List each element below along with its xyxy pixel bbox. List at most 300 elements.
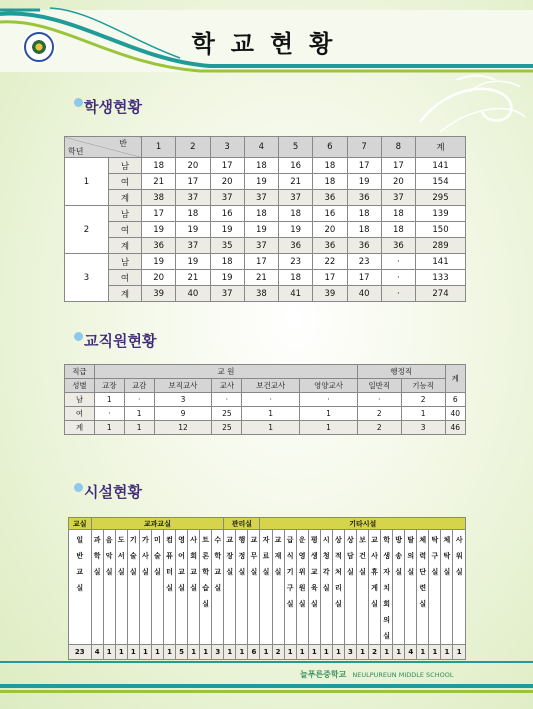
- table-cell: 154: [416, 174, 466, 190]
- table-cell: 18: [176, 206, 210, 222]
- facility-name-char: 퓨: [166, 552, 173, 560]
- facility-name-char: 치: [383, 584, 390, 592]
- facility-name-char: 원: [298, 584, 306, 592]
- facility-name-char: 과: [93, 536, 101, 544]
- facility-name-char: 교: [274, 536, 282, 544]
- table-cell: 22: [313, 254, 347, 270]
- facility-name-char: 실: [334, 600, 342, 608]
- facility-name-char: 사: [190, 536, 197, 544]
- table-cell: 36: [381, 238, 415, 254]
- facility-name-char: 실: [226, 568, 234, 576]
- facility-name-char: 실: [443, 568, 451, 576]
- column-header: 7: [347, 137, 381, 158]
- admin-group-header: 행정직: [357, 365, 445, 379]
- facility-count-cell: 1: [163, 645, 175, 660]
- table-cell: 3: [154, 393, 212, 407]
- group-header: 관리실: [224, 518, 260, 530]
- group-header: 교실: [69, 518, 92, 530]
- facility-name-cell: [127, 530, 139, 645]
- gender-label: 계: [109, 286, 142, 302]
- facility-name-char: 행: [238, 536, 246, 544]
- gender-header: 성별: [65, 379, 95, 393]
- school-name-en: NEULPUREUN MIDDLE SCHOOL: [352, 671, 454, 679]
- facility-name-char: 체: [443, 536, 451, 544]
- facility-count-cell: 1: [356, 645, 368, 660]
- facility-name-cell: [369, 530, 381, 645]
- facility-name-char: 회: [383, 600, 390, 608]
- column-header: 교장: [94, 379, 124, 393]
- column-header: 교감: [124, 379, 154, 393]
- facility-count-cell: 1: [320, 645, 332, 660]
- facility-name-char: 워: [455, 552, 463, 560]
- table-row: [65, 174, 466, 190]
- facility-count-cell: 1: [103, 645, 115, 660]
- facility-name-cell: [248, 530, 260, 645]
- facility-name-char: 자: [383, 568, 390, 576]
- gender-label: 계: [109, 238, 142, 254]
- table-cell: 274: [416, 286, 466, 302]
- facility-count-cell: 1: [236, 645, 248, 660]
- corner-label-grade: 학년: [68, 147, 84, 156]
- facility-name-char: 탁: [431, 536, 439, 544]
- gender-label: 여: [109, 174, 142, 190]
- table-cell: 16: [279, 158, 313, 174]
- table-cell: ·: [300, 393, 358, 407]
- facility-name-char: 교: [310, 568, 318, 576]
- table-cell: 17: [244, 254, 278, 270]
- facility-name-char: 습: [202, 584, 210, 592]
- grade-label: 2: [65, 206, 109, 254]
- staff-table: [64, 364, 466, 435]
- facility-name-char: 구: [286, 584, 294, 592]
- column-header: 보건교사: [242, 379, 300, 393]
- table-row: [65, 254, 466, 270]
- gender-label: 여: [109, 222, 142, 238]
- table-cell: 18: [279, 270, 313, 286]
- table-row: [65, 286, 466, 302]
- facility-name-cell: [296, 530, 308, 645]
- facility-name-cell: [381, 530, 393, 645]
- facility-count-cell: 1: [127, 645, 139, 660]
- corner-cell: [65, 137, 142, 158]
- table-cell: 18: [381, 206, 415, 222]
- facility-name-char: 급: [286, 536, 294, 544]
- facility-count-cell: 1: [151, 645, 163, 660]
- facility-name-char: 어: [178, 552, 185, 560]
- facility-count-cell: 5: [176, 645, 188, 660]
- facility-name-char: 미: [154, 536, 161, 544]
- facility-name-cell: [284, 530, 296, 645]
- table-cell: 20: [176, 158, 210, 174]
- table-cell: 39: [313, 286, 347, 302]
- facility-name-cell: [212, 530, 224, 645]
- facility-name-char: 육: [310, 584, 318, 592]
- facility-count-cell: 1: [429, 645, 441, 660]
- table-cell: 1: [242, 407, 300, 421]
- facility-name-char: 실: [214, 584, 222, 592]
- facility-name-char: 일: [76, 536, 84, 544]
- table-cell: ·: [242, 393, 300, 407]
- column-header: 보직교사: [154, 379, 212, 393]
- table-cell: 19: [244, 222, 278, 238]
- table-row: [65, 421, 466, 435]
- facility-name-char: 실: [166, 584, 173, 592]
- gender-label: 여: [109, 270, 142, 286]
- table-cell: 36: [313, 238, 347, 254]
- facility-name-char: 적: [334, 552, 342, 560]
- facility-name-cell: [103, 530, 115, 645]
- facility-name-char: 교: [226, 536, 234, 544]
- total-cell: 46: [445, 421, 465, 435]
- gender-label: 계: [109, 190, 142, 206]
- facility-name-char: 청: [322, 552, 330, 560]
- facility-name-cell: [163, 530, 175, 645]
- facility-name-char: 탁: [443, 552, 451, 560]
- facility-name-char: 실: [395, 568, 403, 576]
- table-cell: ·: [94, 407, 124, 421]
- table-cell: 9: [154, 407, 212, 421]
- table-cell: 16: [210, 206, 244, 222]
- table-cell: 21: [142, 174, 176, 190]
- table-cell: 36: [313, 190, 347, 206]
- table-cell: 37: [381, 190, 415, 206]
- column-header: 2: [176, 137, 210, 158]
- facility-name-char: 술: [154, 552, 161, 560]
- table-cell: 40: [347, 286, 381, 302]
- facility-name-cell: [356, 530, 368, 645]
- table-row: [65, 222, 466, 238]
- table-cell: 35: [210, 238, 244, 254]
- facility-name-char: 도: [117, 536, 125, 544]
- table-cell: 37: [176, 190, 210, 206]
- facility-name-char: 론: [202, 552, 210, 560]
- facility-name-char: 시: [322, 536, 330, 544]
- table-cell: 1: [94, 421, 124, 435]
- facility-name-char: 의: [407, 552, 415, 560]
- table-row: [65, 270, 466, 286]
- facility-name-char: 기: [286, 568, 294, 576]
- table-cell: 37: [279, 190, 313, 206]
- facility-name-char: 구: [431, 552, 439, 560]
- table-header-row: [65, 365, 466, 379]
- table-cell: 3: [401, 421, 445, 435]
- table-cell: 40: [176, 286, 210, 302]
- bullet-dot-icon: [74, 98, 83, 107]
- facility-name-cell: [260, 530, 272, 645]
- corner-label-class: 반: [119, 139, 127, 148]
- table-cell: 19: [279, 222, 313, 238]
- table-cell: 133: [416, 270, 466, 286]
- table-cell: 21: [176, 270, 210, 286]
- table-cell: 19: [210, 270, 244, 286]
- facility-name-char: 교: [178, 568, 185, 576]
- column-header: 계: [416, 137, 466, 158]
- column-header: 4: [244, 137, 278, 158]
- table-cell: 17: [176, 174, 210, 190]
- facility-name-cell: [308, 530, 320, 645]
- table-cell: 18: [347, 222, 381, 238]
- table-cell: 2: [357, 421, 401, 435]
- facility-count-cell: 4: [405, 645, 417, 660]
- facility-name-char: 실: [347, 568, 354, 576]
- facility-name-char: 실: [310, 600, 318, 608]
- table-cell: 17: [210, 158, 244, 174]
- table-cell: 1: [124, 421, 154, 435]
- table-cell: 41: [279, 286, 313, 302]
- facility-count-cell: 1: [284, 645, 296, 660]
- facility-name-char: 련: [419, 584, 427, 592]
- table-cell: 1: [94, 393, 124, 407]
- group-header: 교과교실: [91, 518, 224, 530]
- facility-count-cell: 1: [441, 645, 453, 660]
- table-row: [65, 206, 466, 222]
- facility-name-char: 단: [419, 568, 427, 576]
- facility-name-char: 실: [455, 568, 463, 576]
- facility-name-char: 실: [262, 568, 270, 576]
- facility-count-cell: 23: [69, 645, 92, 660]
- facility-count-cell: 1: [393, 645, 405, 660]
- table-row: [65, 190, 466, 206]
- table-cell: 12: [154, 421, 212, 435]
- facility-name-char: 교: [214, 568, 222, 576]
- table-cell: 36: [347, 238, 381, 254]
- facility-name-char: 휴: [371, 568, 378, 576]
- table-cell: 20: [142, 270, 176, 286]
- facility-name-char: 건: [359, 552, 366, 560]
- column-header: 5: [279, 137, 313, 158]
- facility-name-char: 실: [322, 584, 330, 592]
- table-cell: 141: [416, 254, 466, 270]
- facility-count-cell: 1: [296, 645, 308, 660]
- table-cell: 289: [416, 238, 466, 254]
- bullet-dot-icon: [74, 332, 83, 341]
- facility-name-cell: [344, 530, 356, 645]
- category-header: 직급: [65, 365, 95, 379]
- swirl-decoration-icon: [410, 72, 530, 142]
- header: [0, 0, 533, 76]
- facility-name-char: 체: [419, 536, 427, 544]
- school-name: [300, 669, 453, 680]
- table-cell: ·: [124, 393, 154, 407]
- table-cell: 18: [313, 158, 347, 174]
- table-cell: 21: [244, 270, 278, 286]
- table-cell: 18: [279, 206, 313, 222]
- page-title: 학교현황: [191, 29, 349, 58]
- gender-label: 남: [65, 393, 95, 407]
- table-cell: 16: [313, 206, 347, 222]
- facility-name-cell: [417, 530, 429, 645]
- facility-name-char: 실: [154, 568, 161, 576]
- facility-name-char: 악: [105, 552, 113, 560]
- facility-name-char: 담: [347, 552, 354, 560]
- facility-name-char: 실: [202, 600, 210, 608]
- table-cell: 139: [416, 206, 466, 222]
- table-cell: 18: [210, 254, 244, 270]
- facility-count-cell: 2: [369, 645, 381, 660]
- facility-count-cell: 1: [188, 645, 200, 660]
- facility-name-char: 의: [383, 616, 390, 624]
- facility-name-cell: [69, 530, 92, 645]
- facility-name-char: 장: [226, 552, 234, 560]
- facility-name-cell: [139, 530, 151, 645]
- facility-count-cell: 1: [308, 645, 320, 660]
- table-cell: 1: [124, 407, 154, 421]
- facility-name-char: 탈: [407, 536, 415, 544]
- table-cell: 150: [416, 222, 466, 238]
- facility-name-cell: [441, 530, 453, 645]
- facility-name-char: 평: [310, 536, 318, 544]
- facility-name-char: 학: [214, 552, 222, 560]
- facility-name-char: 게: [371, 584, 378, 592]
- total-cell: 40: [445, 407, 465, 421]
- facility-name-char: 반: [76, 552, 84, 560]
- facility-table: [68, 517, 466, 660]
- footer-line-lime: [0, 690, 533, 693]
- facility-name-char: 료: [262, 552, 270, 560]
- facility-name-cell: [320, 530, 332, 645]
- table-cell: 25: [212, 407, 242, 421]
- table-cell: 37: [176, 238, 210, 254]
- facility-name-cell: [224, 530, 236, 645]
- facility-count-cell: 1: [260, 645, 272, 660]
- facility-name-cell: [332, 530, 344, 645]
- facility-name-char: 터: [166, 568, 173, 576]
- facility-name-char: 실: [190, 584, 197, 592]
- table-header-row: [65, 137, 466, 158]
- table-cell: ·: [381, 270, 415, 286]
- table-cell: 2: [401, 393, 445, 407]
- column-header: 영양교사: [300, 379, 358, 393]
- facility-name-char: 학: [383, 536, 390, 544]
- column-header: 기능직: [401, 379, 445, 393]
- facility-name-char: 식: [286, 552, 294, 560]
- gender-label: 계: [65, 421, 95, 435]
- facility-name-cell: [393, 530, 405, 645]
- table-cell: 19: [244, 174, 278, 190]
- facility-name-cell: [453, 530, 466, 645]
- facility-name-char: 교: [250, 536, 258, 544]
- facility-name-char: 실: [76, 584, 84, 592]
- facility-name-char: 각: [322, 568, 330, 576]
- table-cell: 1: [300, 421, 358, 435]
- column-header: 3: [210, 137, 244, 158]
- table-cell: 37: [210, 190, 244, 206]
- facility-name-char: 실: [105, 568, 113, 576]
- facility-name-char: 실: [129, 568, 137, 576]
- table-cell: 36: [279, 238, 313, 254]
- table-cell: 36: [347, 190, 381, 206]
- facility-name-char: 실: [117, 568, 125, 576]
- table-cell: 20: [210, 174, 244, 190]
- table-cell: 2: [357, 407, 401, 421]
- facility-name-char: 상: [347, 536, 354, 544]
- facility-count-cell: 3: [344, 645, 356, 660]
- facility-name-cell: [115, 530, 127, 645]
- facility-name-cell: [272, 530, 284, 645]
- facility-name-char: 상: [334, 536, 342, 544]
- facility-name-char: 자: [262, 536, 270, 544]
- table-cell: 18: [347, 206, 381, 222]
- facility-name-char: 실: [419, 600, 427, 608]
- table-cell: 18: [244, 158, 278, 174]
- table-cell: ·: [357, 393, 401, 407]
- facility-name-char: 학: [202, 568, 210, 576]
- facility-name-char: 생: [310, 552, 318, 560]
- table-cell: 19: [176, 254, 210, 270]
- table-cell: 295: [416, 190, 466, 206]
- facility-count-cell: 4: [91, 645, 103, 660]
- facility-name-char: 컴: [166, 536, 173, 544]
- table-header-row: [69, 518, 466, 530]
- table-cell: 17: [381, 158, 415, 174]
- facility-name-char: 실: [407, 568, 415, 576]
- gender-label: 남: [109, 206, 142, 222]
- gender-label: 남: [109, 158, 142, 174]
- table-cell: 20: [313, 222, 347, 238]
- column-header: 8: [381, 137, 415, 158]
- column-header: 1: [142, 137, 176, 158]
- student-section-title: 학생현황: [84, 98, 142, 116]
- table-cell: 141: [416, 158, 466, 174]
- facility-count-cell: 1: [453, 645, 466, 660]
- table-cell: 19: [142, 222, 176, 238]
- facility-name-char: 서: [117, 552, 125, 560]
- table-cell: 38: [244, 286, 278, 302]
- grade-label: 1: [65, 158, 109, 206]
- facility-count-cell: 6: [248, 645, 260, 660]
- facility-name-char: 무: [250, 552, 258, 560]
- facility-name-char: 영: [298, 552, 306, 560]
- facility-name-char: 트: [202, 536, 210, 544]
- table-cell: 19: [176, 222, 210, 238]
- table-cell: ·: [212, 393, 242, 407]
- table-cell: 18: [244, 206, 278, 222]
- table-cell: 17: [313, 270, 347, 286]
- table-cell: 19: [347, 174, 381, 190]
- facility-name-char: 력: [419, 552, 427, 560]
- facility-name-char: 실: [178, 584, 185, 592]
- table-cell: 39: [142, 286, 176, 302]
- table-cell: 37: [244, 190, 278, 206]
- facility-name-char: 방: [395, 536, 403, 544]
- facility-name-char: 실: [359, 568, 366, 576]
- school-logo-icon: [24, 32, 54, 62]
- facility-name-char: 술: [129, 552, 137, 560]
- footer-line-top: [0, 661, 533, 663]
- table-cell: 19: [142, 254, 176, 270]
- facility-name-char: 처: [334, 568, 342, 576]
- facility-name-char: 수: [214, 536, 222, 544]
- student-table: [64, 136, 466, 302]
- facility-name-char: 음: [105, 536, 113, 544]
- teacher-group-header: 교 원: [94, 365, 357, 379]
- facility-count-cell: 1: [224, 645, 236, 660]
- facility-name-char: 기: [129, 536, 137, 544]
- table-cell: 19: [210, 222, 244, 238]
- total-header: 계: [445, 365, 465, 393]
- facility-name-cell: [405, 530, 417, 645]
- table-cell: 17: [347, 270, 381, 286]
- table-cell: 21: [279, 174, 313, 190]
- facility-count-cell: 1: [417, 645, 429, 660]
- table-cell: 20: [381, 174, 415, 190]
- facility-name-cell: [91, 530, 103, 645]
- facility-name-char: 사: [371, 552, 378, 560]
- facility-name-char: 실: [371, 600, 378, 608]
- facility-name-char: 재: [274, 552, 282, 560]
- facility-name-char: 가: [141, 536, 149, 544]
- column-header: 일반직: [357, 379, 401, 393]
